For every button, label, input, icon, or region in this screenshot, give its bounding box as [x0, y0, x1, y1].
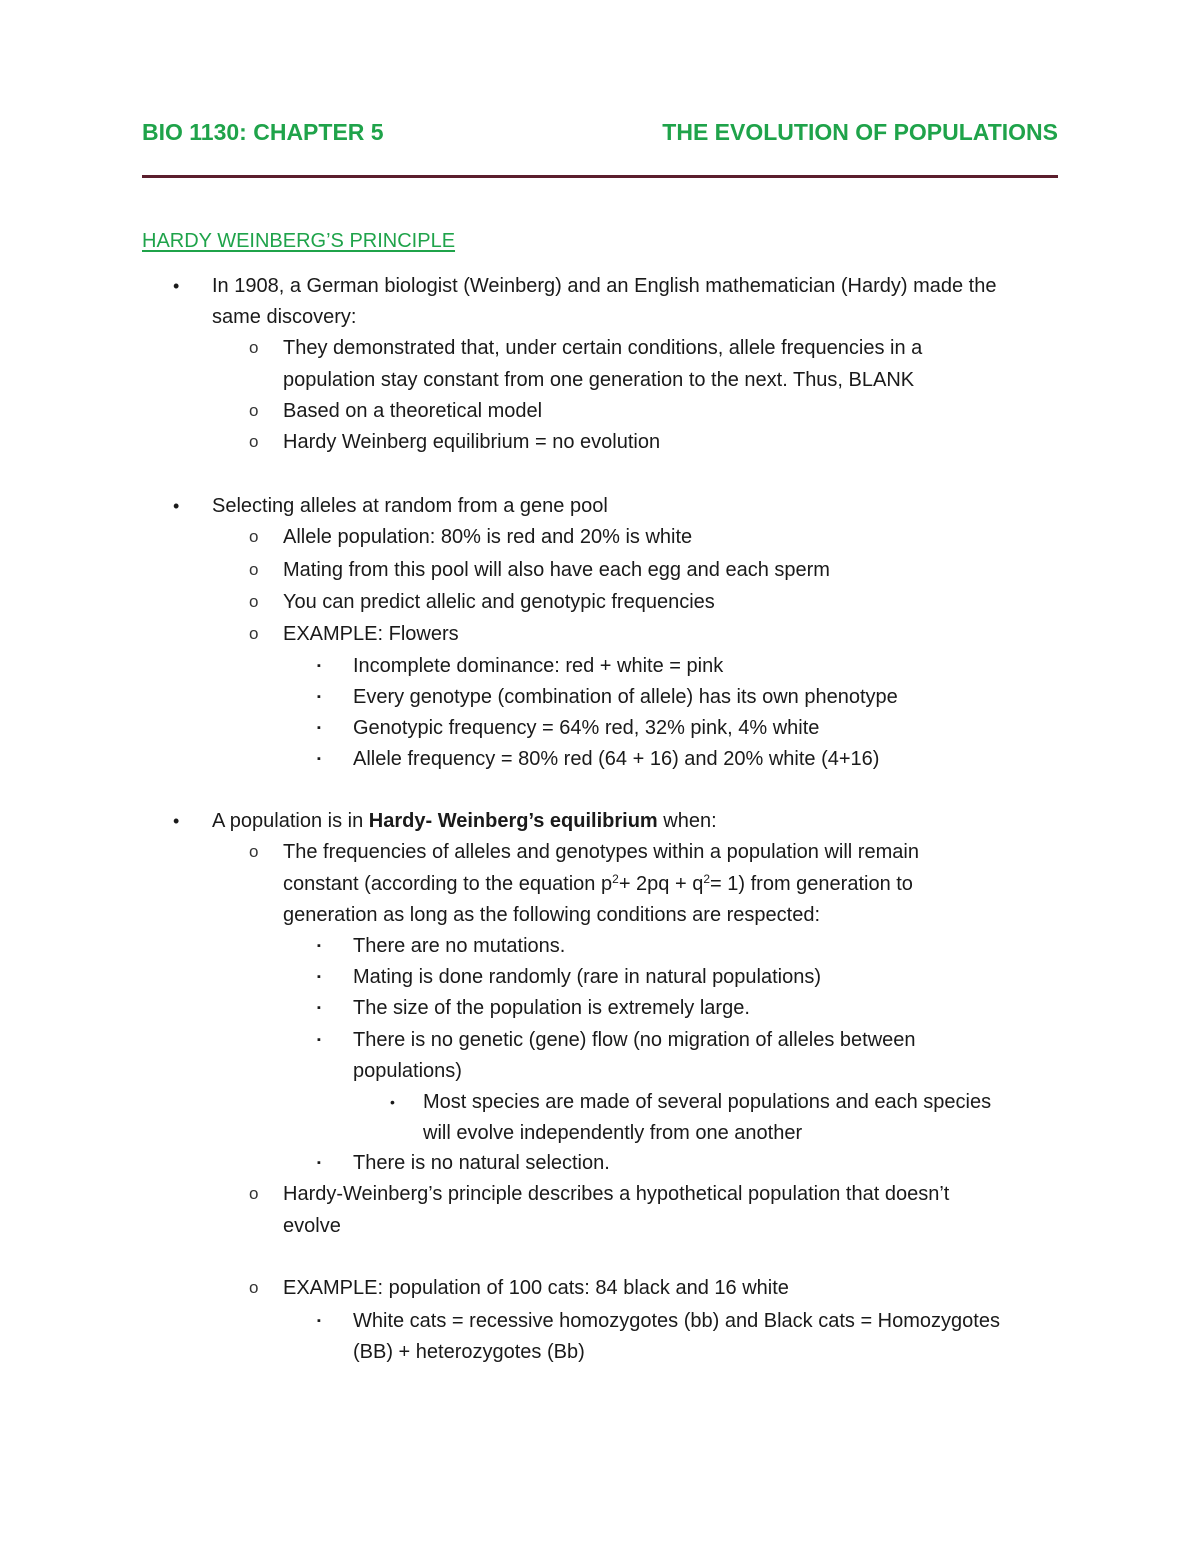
sub-sub-bullet-text: The size of the population is extremely large. — [353, 997, 750, 1019]
sub-bullet-text: evolve — [283, 1215, 341, 1237]
bullet-marker: • — [173, 496, 180, 516]
sub-sub-bullet-text: White cats = recessive homozygotes (bb) and Black cats = Homozygotes — [353, 1310, 1000, 1332]
level4-bullet-text: will evolve independently from one another — [423, 1122, 803, 1144]
level4-bullet-text: Most species are made of several populations and each species — [423, 1091, 992, 1113]
bold-term: Hardy- Weinberg’s equilibrium — [368, 810, 658, 832]
sub-bullet-text: Allele population: 80% is red and 20% is white — [283, 526, 693, 548]
sub-bullet-text: generation as long as the following conditions are respected: — [283, 904, 821, 926]
sub-bullet-marker: o — [249, 338, 259, 357]
level4-bullet-marker: • — [390, 1094, 395, 1110]
sub-bullet-marker: o — [249, 1184, 259, 1203]
course-title: BIO 1130: CHAPTER 5 — [142, 119, 384, 145]
sub-bullet-text: Hardy Weinberg equilibrium = no evolution — [283, 431, 661, 453]
sub-sub-bullet-text: populations) — [353, 1060, 462, 1082]
bullet-marker: • — [173, 811, 180, 831]
bullet-text: A population is in Hardy- Weinberg’s equilibrium when: — [212, 810, 717, 832]
sub-sub-bullet-marker: ▪ — [317, 660, 321, 672]
bullet-text: same discovery: — [212, 306, 357, 328]
sub-sub-bullet-marker: ▪ — [317, 1034, 321, 1046]
sub-sub-bullet-text: Genotypic frequency = 64% red, 32% pink, 4% white — [353, 717, 820, 739]
bullet-text: Selecting alleles at random from a gene pool — [212, 495, 608, 517]
sub-bullet-marker: o — [249, 1278, 259, 1297]
sub-sub-bullet-marker: ▪ — [317, 1157, 321, 1169]
sub-bullet-text: population stay constant from one generation to the next. Thus, BLANK — [283, 369, 915, 391]
sub-sub-bullet-text: (BB) + heterozygotes (Bb) — [353, 1341, 585, 1363]
sub-bullet-marker: o — [249, 527, 259, 546]
sub-bullet-text: You can predict allelic and genotypic frequencies — [283, 591, 715, 613]
chapter-title: THE EVOLUTION OF POPULATIONS — [662, 119, 1058, 145]
page-header — [142, 119, 1058, 153]
sub-sub-bullet-marker: ▪ — [317, 1315, 321, 1327]
sub-sub-bullet-text: Allele frequency = 80% red (64 + 16) and 20% white (4+16) — [353, 748, 880, 770]
sub-bullet-marker: o — [249, 624, 259, 643]
sub-bullet-text: Hardy-Weinberg’s principle describes a hypothetical population that doesn’t — [283, 1183, 950, 1205]
sub-bullet-text: Based on a theoretical model — [283, 400, 543, 422]
sub-bullet-text: They demonstrated that, under certain conditions, allele frequencies in a — [283, 337, 923, 359]
sub-bullet-text: EXAMPLE: Flowers — [283, 623, 459, 645]
sub-sub-bullet-text: There is no natural selection. — [353, 1152, 610, 1174]
sub-bullet-marker: o — [249, 842, 259, 861]
bullet-text: In 1908, a German biologist (Weinberg) and an English mathematician (Hardy) made the — [212, 275, 997, 297]
sub-sub-bullet-marker: ▪ — [317, 971, 321, 983]
sub-sub-bullet-marker: ▪ — [317, 753, 321, 765]
sub-sub-bullet-text: There is no genetic (gene) flow (no migration of alleles between — [353, 1029, 916, 1051]
sub-sub-bullet-marker: ▪ — [317, 940, 321, 952]
sub-bullet-marker: o — [249, 560, 259, 579]
sub-sub-bullet-marker: ▪ — [317, 691, 321, 703]
header-divider — [142, 175, 1058, 178]
sub-bullet-text: The frequencies of alleles and genotypes within a population will remain — [283, 841, 919, 863]
sub-sub-bullet-text: There are no mutations. — [353, 935, 566, 957]
sub-sub-bullet-text: Every genotype (combination of allele) has its own phenotype — [353, 686, 898, 708]
equation-line: constant (according to the equation $p^2+ 2pq + q^2= 1$) from generation to — [283, 872, 913, 895]
bullet-marker: • — [173, 276, 180, 296]
sub-sub-bullet-text: Incomplete dominance: red + white = pink — [353, 655, 724, 677]
section-heading: HARDY WEINBERG’S PRINCIPLE — [142, 230, 456, 252]
sub-sub-bullet-marker: ▪ — [317, 1002, 321, 1014]
sub-bullet-marker: o — [249, 592, 259, 611]
sub-sub-bullet-marker: ▪ — [317, 722, 321, 734]
sub-bullet-text: Mating from this pool will also have each egg and each sperm — [283, 559, 830, 581]
sub-bullet-marker: o — [249, 401, 259, 420]
sub-bullet-text: EXAMPLE: population of 100 cats: 84 black and 16 white — [283, 1277, 789, 1299]
sub-bullet-marker: o — [249, 432, 259, 451]
sub-sub-bullet-text: Mating is done randomly (rare in natural populations) — [353, 966, 822, 988]
